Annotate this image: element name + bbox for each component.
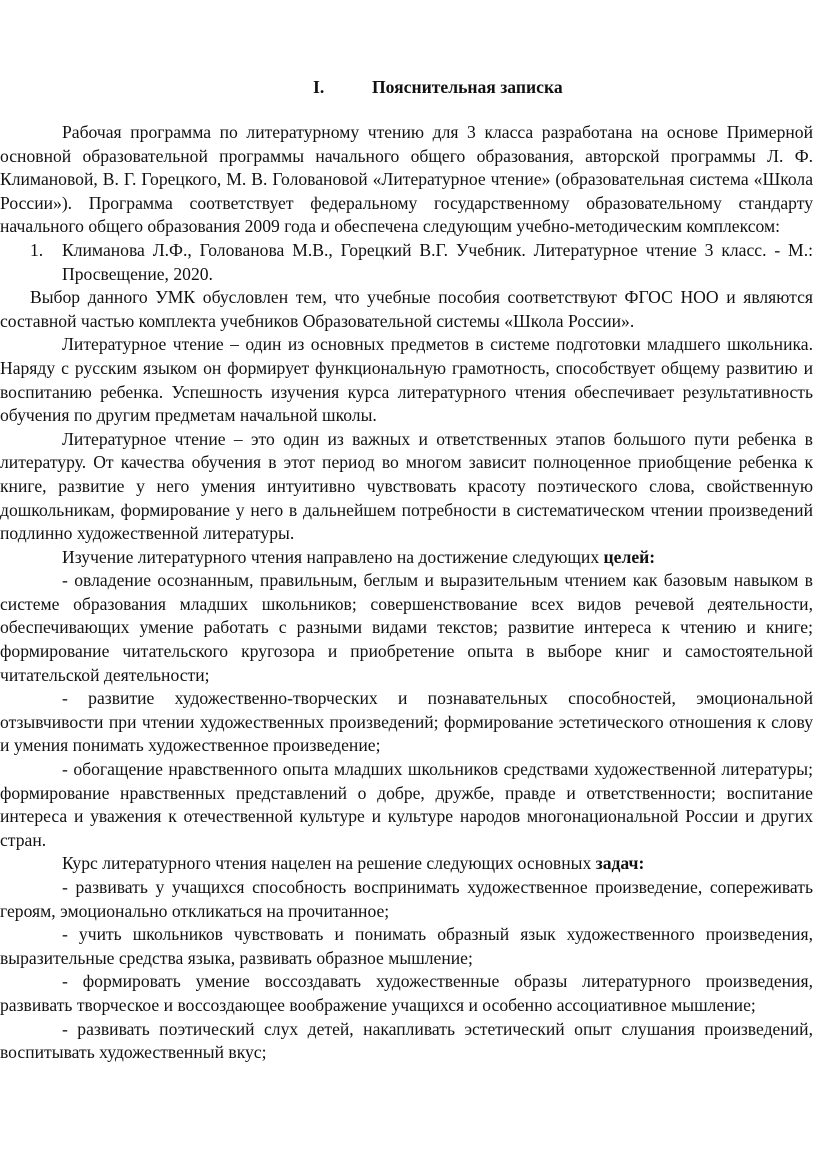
list-item-text: Климанова Л.Ф., Голованова М.В., Горецкий В.Г. Учебник. Литературное чтение 3 класс. - М.: Просвещение, 2020. [62,239,813,284]
task-item: - формировать умение воссоздавать художественные образы литературного произведения, развивать творческое и воссоздающее воображение учащихся и особенно ассоциативное мышление; [0,971,813,1015]
list-item [0,239,813,286]
importance-paragraph: Литературное чтение – это один из важных и ответственных этапов большого пути ребенка в литературу. От качества обучения в этот период во многом зависит полноценное приобщение ребенка к книге, развитие у него умения интуитивно чувствовать красоту поэтического слова, свойственную дошкольникам, формирование у него в дальнейшем потребности в систематическом чтении произведений подлинно художественной литературы. [0,428,813,544]
tasks-intro-text: Курс литературного чтения нацелен на решение следующих основных [62,853,596,874]
umk-paragraph: Выбор данного УМК обусловлен тем, что учебные пособия соответствуют ФГОС НОО и являются составной частью комплекта учебников Образовательной системы «Школа России». [0,287,813,331]
goal-item: - овладение осознанным, правильным, беглым и выразительным чтением как базовым навыком в системе образования младших школьников; совершенствование всех видов речевой деятельности, обеспечивающих умение работать с разными видами текстов; развитие интереса к чтению и книге; формирование читательского кругозора и приобретение опыта в выборе книг и самостоятельной читательской деятельности; [0,570,813,685]
tasks-intro [0,852,813,876]
goal-item: - обогащение нравственного опыта младших школьников средствами художественной литературы; формирование нравственных представлений о добре, дружбе, правде и ответственности; воспитание интереса и уважения к отечественной культуре и культуре народов многонациональной России и других стран. [0,759,813,850]
section-title: Пояснительная записка [372,77,563,97]
goals-intro-text: Изучение литературного чтения направлено на достижение следующих [62,546,604,567]
document-body [0,121,813,1065]
section-number: I. [313,77,325,97]
intro-paragraph: Рабочая программа по литературному чтению для 3 класса разработана на основе Примерной основной образовательной программы начального общего образования, авторской программы Л. Ф. Климановой, В. Г. Горецкого, М. В. Головановой «Литературное чтение» (образовательная система «Школа России»). Программа соответствует федеральному государственному образовательному стандарту начального общего образования 2009 года и обеспечена следующим учебно-методическим комплексом: [0,122,813,237]
task-item: - развивать поэтический слух детей, накапливать эстетический опыт слушания произведений, воспитывать художественный вкус; [0,1018,813,1063]
task-item: - учить школьников чувствовать и понимать образный язык художественного произведения, выразительные средства языка, развивать образное мышление; [0,924,813,968]
tasks-keyword: задач: [595,853,645,874]
subject-paragraph: Литературное чтение – один из основных предметов в системе подготовки младшего школьника. Наряду с русским языком он формирует функциональную грамотность, способствует общему развитию и воспитанию ребенка. Успешность изучения курса литературного чтения обеспечивает результативность обучения по другим предметам начальной школы. [0,334,813,426]
section-heading [0,76,816,100]
goals-intro [0,546,813,570]
goal-item: - развитие художественно-творческих и познавательных способностей, эмоциональной отзывчивости при чтении художественных произведений; формирование эстетического отношения к слову и умения понимать художественное произведение; [0,688,813,756]
goals-keyword: целей: [603,546,656,567]
task-item: - развивать у учащихся способность воспринимать художественное произведение, сопереживать героям, эмоционально откликаться на прочитанное; [0,877,813,921]
list-marker: 1. [30,239,44,260]
